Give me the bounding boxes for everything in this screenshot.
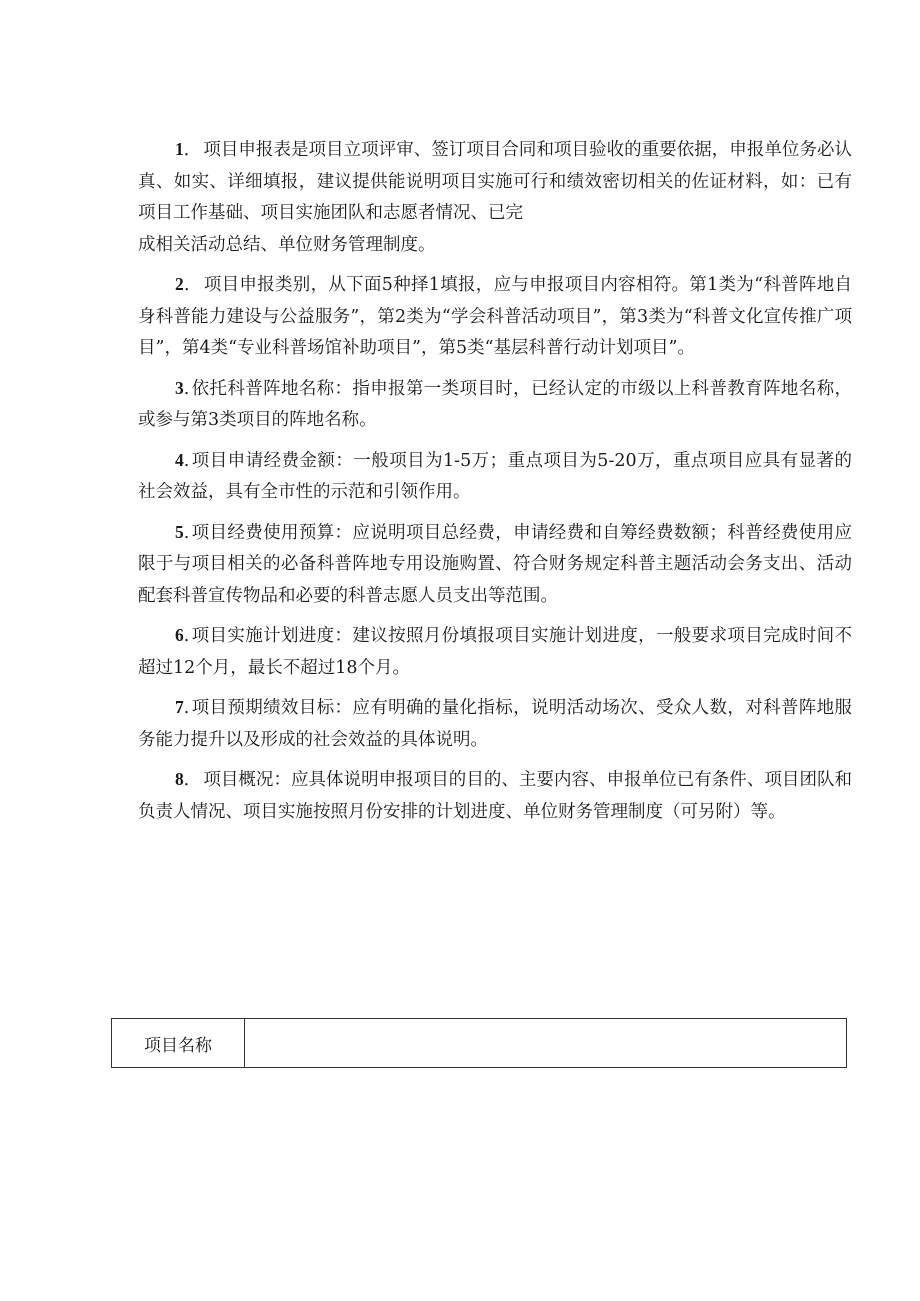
instruction-separator: ． [183, 140, 202, 160]
instruction-item-6 [138, 620, 852, 684]
project-name-row [112, 1019, 847, 1068]
instruction-text: 项目申报表是项目立项评审、签订项目合同和项目验收的重要依据，申报单位务必认真、如实、详细填报，建议提供能说明项目实施可行和绩效密切相关的佐证材料，如：已有项目工作基础、项目实施团队和志愿者情况、已完 [138, 140, 853, 223]
instruction-number: 8 [175, 769, 184, 789]
instruction-text: 项目实施计划进度：建议按照月份填报项目实施计划进度，一般要求项目完成时间不超过12个月，最长不超过18个月。 [138, 626, 852, 678]
instruction-item-5 [138, 517, 852, 613]
project-name-field[interactable] [245, 1019, 847, 1068]
instruction-number: 4 [175, 449, 184, 470]
project-name-label: 项目名称 [112, 1019, 245, 1068]
instruction-item-4 [138, 445, 852, 509]
instruction-number: 6 [175, 625, 184, 645]
instruction-separator: . [183, 522, 190, 543]
instruction-separator: ． [183, 770, 202, 790]
instruction-item-1 [138, 134, 852, 261]
instruction-separator: ． [183, 275, 202, 295]
instruction-item-2 [138, 269, 852, 365]
instruction-separator: . [183, 626, 190, 646]
instruction-text: 项目经费使用预算：应说明项目总经费，申请经费和自筹经费数额；科普经费使用应限于与项目相关的必备科普阵地专用设施购置、符合财务规定科普主题活动会务支出、活动配套科普宣传物品和必要的科普志愿人员支出等范围。 [138, 522, 852, 606]
instructions-list [138, 134, 852, 836]
instruction-number: 3 [175, 377, 184, 398]
instruction-number: 5 [175, 521, 184, 542]
instruction-item-8 [138, 764, 852, 828]
instruction-number: 2 [175, 274, 184, 294]
instruction-separator: . [183, 698, 190, 718]
instruction-text: 依托科普阵地名称：指申报第一类项目时，已经认定的市级以上科普教育阵地名称，或参与第3类项目的阵地名称。 [138, 378, 852, 430]
instruction-text-continuation: 成相关活动总结、单位财务管理制度。 [138, 234, 436, 255]
instruction-number: 1 [175, 139, 184, 159]
instruction-number: 7 [175, 697, 184, 717]
instruction-text: 项目概况：应具体说明申报项目的目的、主要内容、申报单位已有条件、项目团队和负责人情况、项目实施按照月份安排的计划进度、单位财务管理制度（可另附）等。 [138, 770, 853, 822]
instruction-separator: . [183, 378, 190, 399]
instruction-item-3 [138, 373, 852, 437]
instruction-separator: . [183, 450, 190, 471]
instruction-text: 项目预期绩效目标：应有明确的量化指标，说明活动场次、受众人数，对科普阵地服务能力提升以及形成的社会效益的具体说明。 [138, 698, 852, 750]
instruction-text: 项目申报类别，从下面5种择1填报，应与申报项目内容相符。第1类为“科普阵地自身科普能力建设与公益服务”，第2类为“学会科普活动项目”，第3类为“科普文化宣传推广项目”，第4类“专业科普场馆补助项目”，第5类“基层科普行动计划项目”。 [138, 275, 852, 358]
instruction-item-7 [138, 692, 852, 756]
project-form-table [111, 1018, 847, 1068]
instruction-text: 项目申请经费金额：一般项目为1-5万；重点项目为5-20万，重点项目应具有显著的社会效益，具有全市性的示范和引领作用。 [138, 450, 852, 502]
